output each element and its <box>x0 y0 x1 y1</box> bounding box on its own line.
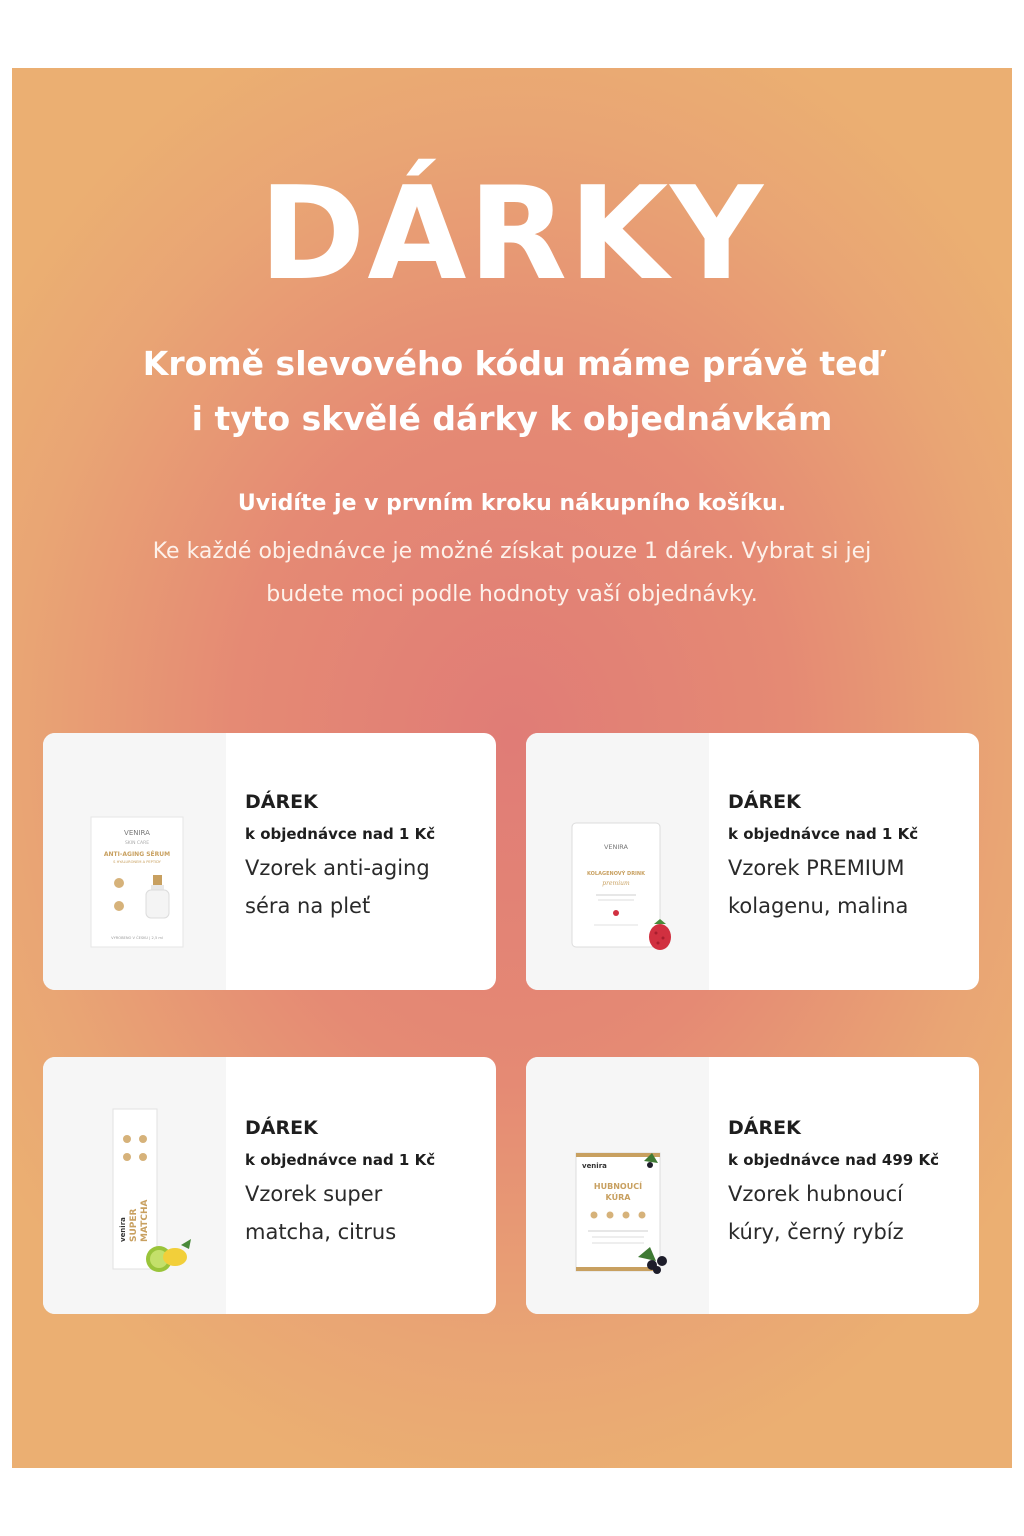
gifts-banner <box>12 68 1012 1468</box>
gift-thumbnail <box>526 733 709 990</box>
product-name-2: MATCHA <box>140 1199 150 1242</box>
product-brand: venira <box>119 1217 127 1242</box>
product-name-2: KÚRA <box>605 1193 631 1202</box>
slimming-sachet-icon <box>526 1057 709 1314</box>
gift-description-line-1: Vzorek super <box>245 1182 383 1206</box>
gift-description <box>245 849 480 925</box>
gift-condition: k objednávce nad 1 Kč <box>245 825 436 843</box>
gift-label: DÁREK <box>245 791 318 813</box>
gift-card-matcha[interactable] <box>43 1057 496 1314</box>
product-line: SKIN CARE <box>124 841 150 846</box>
product-name-1: HUBNOUCÍ <box>593 1182 643 1191</box>
gift-description-line-1: Vzorek anti-aging <box>245 856 430 880</box>
subtitle <box>72 336 952 446</box>
product-brand: venira <box>582 1162 607 1170</box>
product-name: ANTI-AGING SÉRUM <box>103 851 171 858</box>
product-brand: VENIRA <box>124 829 150 837</box>
subtitle-line-2: i tyto skvělé dárky k objednávkám <box>191 399 833 438</box>
gift-description-line-2: kúry, černý rybíz <box>728 1220 904 1244</box>
info-text: Ke každé objednávce je možné získat pouze 1 dárek. Vybrat si jej budete moci podle hodnoty vaší objednávky. <box>152 539 872 607</box>
subtitle-line-1: Kromě slevového kódu máme právě teď <box>142 344 882 383</box>
gift-description-line-2: matcha, citrus <box>245 1220 397 1244</box>
product-name: KOLAGENOVÝ DRINK <box>587 871 645 877</box>
info-bold-text: Uvidíte je v prvním kroku nákupního košíku. <box>237 491 787 516</box>
gift-description <box>728 849 963 925</box>
product-sub: S HYALURONEM A PEPTIDY <box>113 860 161 864</box>
gift-description-line-1: Vzorek hubnoucí <box>728 1182 903 1206</box>
gift-description-line-2: séra na pleť <box>245 894 371 918</box>
collagen-sachet-icon <box>526 733 709 990</box>
gift-label: DÁREK <box>728 1117 801 1139</box>
product-brand: VENIRA <box>603 843 629 851</box>
gift-condition: k objednávce nad 1 Kč <box>728 825 919 843</box>
gift-description-line-2: kolagenu, malina <box>728 894 909 918</box>
page-title: DÁRKY <box>259 160 765 309</box>
gift-description-line-1: Vzorek PREMIUM <box>728 856 905 880</box>
gift-thumbnail <box>526 1057 709 1314</box>
gift-description <box>728 1175 963 1251</box>
product-name-1: SUPER <box>129 1208 139 1242</box>
gift-label: DÁREK <box>245 1117 318 1139</box>
gift-label: DÁREK <box>728 791 801 813</box>
gift-condition: k objednávce nad 499 Kč <box>728 1151 939 1169</box>
gift-condition: k objednávce nad 1 Kč <box>245 1151 436 1169</box>
gift-description <box>245 1175 480 1251</box>
gift-thumbnail <box>43 1057 226 1314</box>
gift-thumbnail <box>43 733 226 990</box>
gift-card-serum[interactable] <box>43 733 496 990</box>
serum-sachet-icon <box>43 733 226 990</box>
matcha-stick-icon <box>43 1057 226 1314</box>
product-script: premium <box>602 880 630 887</box>
product-footer: VYROBENO V ČESKU | 2,5 ml <box>111 936 163 940</box>
gift-card-collagen[interactable] <box>526 733 979 990</box>
gift-card-slimming[interactable] <box>526 1057 979 1314</box>
